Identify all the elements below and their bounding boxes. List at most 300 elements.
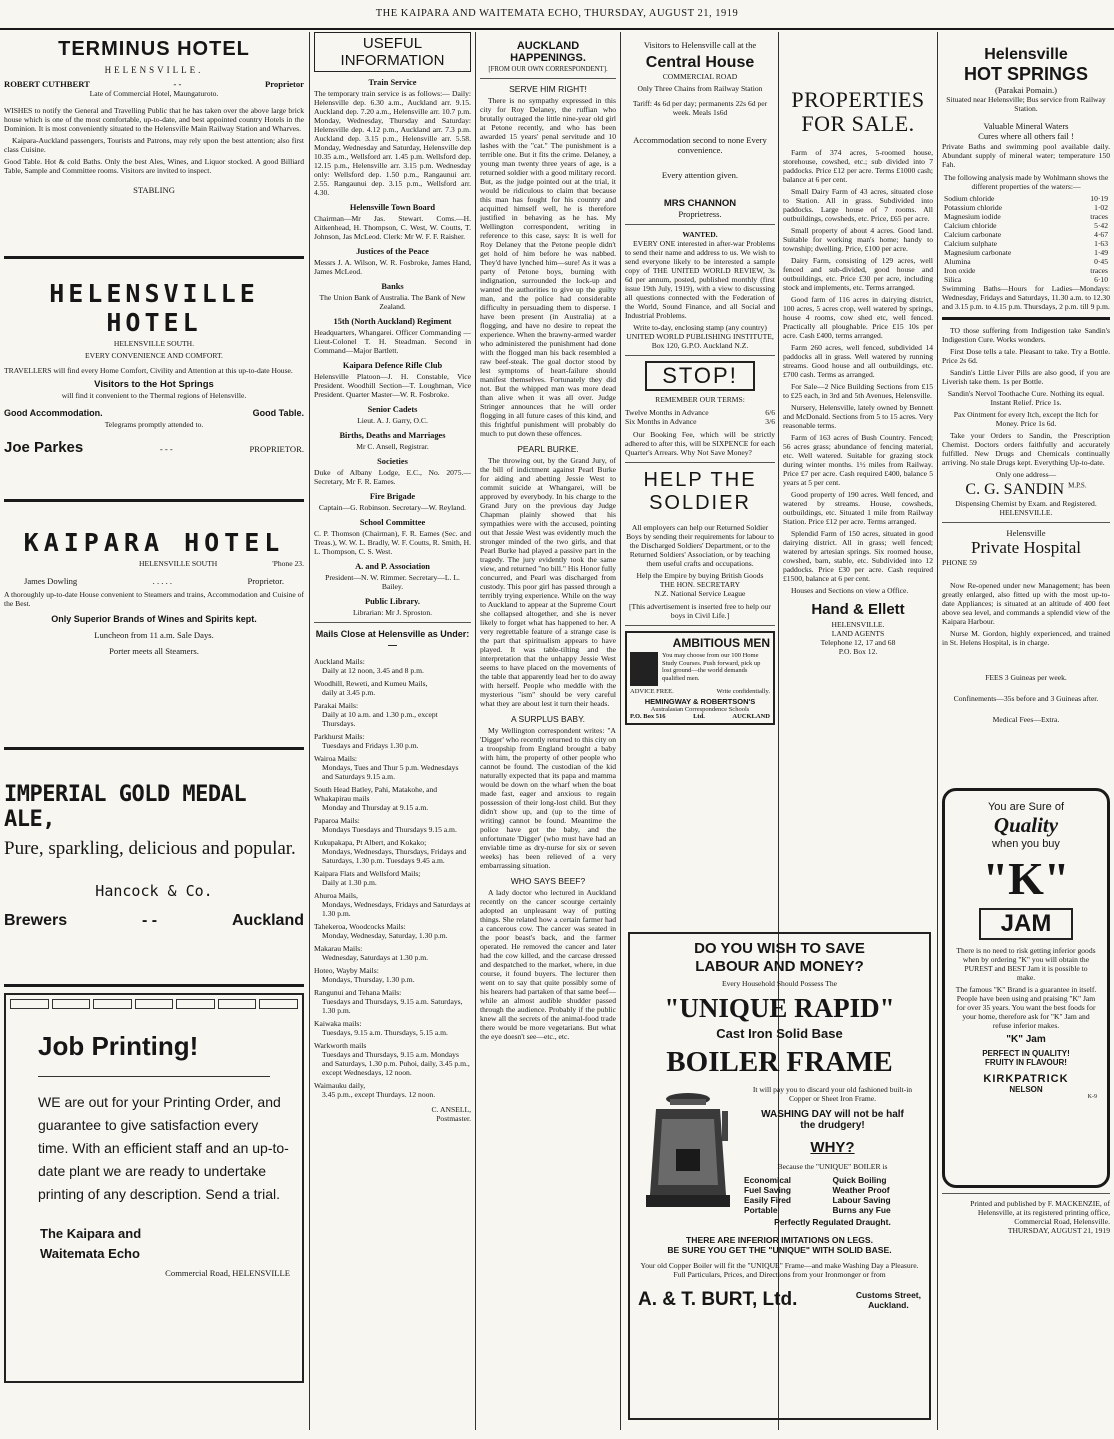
stop-remember: REMEMBER OUR TERMS:: [655, 395, 745, 405]
regiment-heading: 15th (North Auckland) Regiment: [333, 317, 452, 326]
postmaster-name: C. ANSELL,: [431, 1105, 471, 1114]
column-rule: [309, 32, 310, 1430]
jam-sure: You are Sure of: [987, 800, 1065, 813]
k-jam-ad: [942, 788, 1110, 1188]
analysis-mineral: Magnesium iodide: [944, 211, 1001, 221]
ambitious-firm: HEMINGWAY & ROBERTSON'S: [644, 697, 756, 707]
property-item: Nursery, Helensville, lately owned by Bennett and McDonald. Sections from 5 to 15 acres. Very reasonable terms.: [783, 403, 933, 430]
mail-time-3: Tuesdays and Fridays 1.30 p.m.: [322, 741, 419, 750]
boiler-question-1: DO YOU WISH TO SAVE: [694, 940, 865, 957]
analysis-mineral: Calcium chloride: [944, 220, 997, 230]
postmaster-title: Postmaster.: [436, 1114, 471, 1123]
wanted-heading: WANTED.: [682, 230, 718, 240]
jam-k: "K": [982, 852, 1070, 904]
sandin-text-3: Sandin's Little Liver Pills are also good, if you are Liverish take them. 1s per Bottle.: [942, 367, 1110, 386]
mail-route-11: Makarau Mails:: [314, 944, 363, 953]
boiler-firm: A. & T. BURT, Ltd.: [638, 1289, 798, 1310]
mail-route-3: Parkhurst Mails:: [314, 732, 365, 741]
agent-box: P.O. Box 12.: [838, 647, 878, 656]
sandin-text-5: Pax Ointment for every Itch, except the Itch for Money. Price 1s 6d.: [953, 409, 1099, 428]
mail-time-2: Daily at 10 a.m. and 1.30 p.m., except Thursdays.: [322, 710, 438, 728]
masthead-rule: [0, 28, 1114, 30]
ale-tagline: Pure, sparkling, delicious and popular.: [4, 838, 296, 859]
terminus-role: Proprietor: [265, 79, 304, 89]
mail-time-0: Daily at 12 noon, 3.45 and 8 p.m.: [322, 666, 424, 675]
mail-route-10: Tahekeroa, Woodcocks Mails:: [314, 922, 406, 931]
boiler-copper: Your old Copper Boiler will fit the "UNIQUE" Frame—and make Washing Day a Pleasure. Full Particulars, Prices, and Directions from your Ironmonger or from: [640, 1261, 919, 1279]
cadets-heading: Senior Cadets: [367, 405, 418, 414]
hospital-confinements: Confinements—35s before and 3 Guineas after.: [953, 693, 1099, 703]
helensville-hotel-visitors: Visitors to the Hot Springs: [94, 379, 214, 390]
story-3-heading: A SURPLUS BABY.: [510, 714, 586, 724]
helensville-hotel-role: PROPRIETOR.: [249, 444, 304, 454]
mail-route-16: Waimauku daily,: [314, 1081, 366, 1090]
section-rule: [942, 317, 1110, 320]
boiler-address-1: Customs Street,: [855, 1290, 921, 1300]
train-text: The temporary train service is as follows:— Daily: Helensville dep. 6.30 a.m., Auckland arr. 9.15. Auckland dep. 7.20 a.m., Helensville arr. 10.7 p.m. Monday, Wednesday, Thursday and Saturday: Helensville dep. 4.12 p.m., Auckland arr. 7.3 p.m. Auckland dep. 3.15 p.m., Helensville arr. 5.58. Monday, Wednesday and Saturday, Helensville dep 10.35 a.m., Wellsford arr. 1.45 p.m. Wellsford dep. 12.15 p.m., Helensville arr. 3.15 p.m. Wednesday only: Wellsford dep. 1.50 p.m., Rangaunui arr. 2.55. Rangaunui dep. 3.15 p.m., Wellsford arr. 4.30.: [314, 89, 471, 197]
helensville-hotel-accom-line: [4, 408, 304, 418]
boiler-why: WHY?: [810, 1139, 855, 1156]
boiler-feature: Weather Proof: [832, 1185, 890, 1195]
job-printing-name-2: Waitemata Echo: [40, 1246, 140, 1261]
boiler-because: Because the "UNIQUE" BOILER is: [777, 1162, 888, 1171]
analysis-row: [942, 257, 1110, 266]
kaipara-hotel-brands: Only Superior Brands of Wines and Spirits kept.: [51, 614, 257, 625]
stop-row-1: [625, 408, 775, 417]
kaipara-hotel-title: KAIPARA HOTEL: [23, 528, 285, 557]
mail-time-1: daily at 3.45 p.m.: [322, 688, 376, 697]
mail-route-12: Hoteo, Wayby Mails:: [314, 966, 379, 975]
column-rule: [620, 32, 621, 1430]
analysis-value: 0·45: [1094, 256, 1108, 266]
helensville-hotel-accom: Good Accommodation.: [4, 408, 103, 418]
bdm-heading: Births, Deaths and Marriages: [339, 431, 446, 440]
ambitious-box: P.O. Box 516: [630, 713, 666, 721]
agent-telephone: Telephone 12, 17 and 68: [820, 638, 896, 647]
mail-time-4: Mondays, Tues and Thur 5 p.m. Wednesdays and Saturdays 9.15 a.m.: [322, 763, 459, 781]
story-2-heading: PEARL BURKE.: [517, 444, 579, 454]
boiler-wash-2: the drudgery!: [800, 1120, 865, 1131]
stop-row-1-label: Twelve Months in Advance: [625, 408, 709, 418]
private-hospital-ad: [942, 528, 1110, 788]
mail-route-13: Rangunui and Tehana Mails:: [314, 988, 402, 997]
ambitious-city: AUCKLAND: [732, 713, 770, 721]
analysis-value: traces: [1090, 211, 1108, 221]
properties-title: PROPERTIES FOR SALE.: [791, 87, 925, 136]
ale-brewers: Brewers: [4, 912, 68, 929]
property-list: [783, 148, 933, 595]
analysis-mineral: Silica: [944, 274, 962, 284]
boiler-name: "UNIQUE RAPID": [664, 993, 895, 1023]
sandin-place: HELENSVILLE.: [999, 507, 1053, 517]
sandin-role: Dispensing Chemist by Exam. and Registered.: [955, 498, 1097, 508]
helensville-hotel-ad: [4, 265, 304, 493]
mail-time-6: Mondays Tuesdays and Thursdays 9.15 a.m.: [322, 825, 457, 834]
mail-time-12: Mondays, Thursday, 1.30 p.m.: [322, 975, 415, 984]
property-item: Small property of about 4 acres. Good land. Suitable for working man's home; handy to township; dwelling. Price, £100 per acre.: [783, 226, 933, 253]
section-rule: [4, 984, 304, 987]
column-1: [4, 32, 304, 1430]
hospital-text: Now Re-opened under new Management; has been greatly enlarged, also fitted up with the most up-to-date Appliances; is situated at an altitude of 400 feet above sea level, and commands a splendid view of the Kaipara Harbour.: [942, 580, 1110, 626]
hospital-place: Helensville: [1006, 527, 1046, 538]
mail-route-5: South Head Batley, Pahi, Matakohe, and Whakapirau mails: [314, 785, 438, 803]
ambitious-write: Write confidentially.: [716, 688, 770, 696]
gentleman-illustration: [630, 652, 658, 686]
rifle-club-text: Helensville Platoon—J. H. Constable, Vice President. Woodhill Section—T. Loughman, Vice President. Quarter Master—W. R. Fosbroke.: [314, 372, 471, 399]
terminus-place: HELENSVILLE.: [104, 65, 204, 75]
mail-route-8: Kaipara Flats and Wellsford Mails;: [314, 869, 421, 878]
property-item: For Sale—2 Nice Building Sections from £15 to £25 each, in 3rd and 5th Avenues, Helensville.: [783, 382, 933, 400]
column-rule: [475, 32, 476, 1430]
train-heading: Train Service: [368, 78, 417, 87]
column-rule: [937, 32, 938, 1430]
terminus-body-3: Good Table. Hot & cold Baths. Only the best Ales, Wines, and Liquor stocked. A good Billiard Table, Sample and Committee rooms. Visitors are invited to inspect.: [4, 157, 304, 176]
town-board-text: Chairman—Mr Jas. Stewart. Coms.—H. Aitkenhead, H. Thompson, C. West, W. Coutts, T. Johnson, Jas McLeod. Clerk: Mr W. F. F. Raisher.: [314, 214, 471, 241]
analysis-mineral: Calcium carbonate: [944, 229, 1002, 239]
mail-time-9: Mondays, Wednesdays, Fridays and Saturdays at 1.30 p.m.: [322, 900, 471, 918]
central-role: Proprietress.: [678, 208, 722, 219]
boiler-frame-title: BOILER FRAME: [666, 1046, 893, 1078]
boiler-inferior-2: BE SURE YOU GET THE "UNIQUE" WITH SOLID BASE.: [667, 1245, 892, 1255]
analysis-row: [942, 203, 1110, 212]
ambitious-text: You may choose from our 100 Home Study Courses. Push forward, pick up lost ground—the world demands qualified men.: [662, 652, 761, 682]
kaipara-hotel-role: Proprietor.: [247, 576, 284, 586]
stop-row-1-value: 6/6: [765, 408, 775, 418]
job-printing-address: Commercial Road, HELENSVILLE: [165, 1268, 290, 1278]
terminus-owner-line: [4, 79, 304, 89]
boiler-feature: Easily Fired: [744, 1195, 792, 1205]
helensville-hotel-tele: Telegrams promptly attended to.: [104, 420, 204, 429]
terminus-owner: ROBERT CUTHBERT: [4, 79, 90, 89]
town-board-heading: Helensville Town Board: [349, 203, 436, 212]
wanted-org: UNITED WORLD PUBLISHING INSTITUTE,: [626, 332, 774, 342]
jam-perfect: PERFECT IN QUALITY!: [982, 1048, 1070, 1058]
ap-association-heading: A. and P. Association: [355, 562, 430, 571]
ambitious-ltd: Ltd.: [693, 713, 705, 721]
helensville-hotel-table: Good Table.: [252, 408, 304, 418]
analysis-row: [942, 266, 1110, 275]
useful-information-title: USEFUL INFORMATION: [314, 32, 471, 72]
helensville-hotel-body: TRAVELLERS will find every Home Comfort, Civility and Attention at this up-to-date House.: [4, 366, 293, 375]
property-item: Farm of 163 acres of Bush Country. Fenced; 56 acres grass; abundance of fencing material, etc. Well watered. Suitable for grazing stock during winter months. 1½ miles from Railway. Price £7 per acre. Cash required £400, balance 5 years at 5 per cent.: [783, 433, 933, 487]
stop-title: STOP!: [645, 361, 755, 391]
regiment-text: Headquarters, Whangarei. Officer Commanding — Lieut-Colonel T. H. Steadman. Second in Command—Major Bartlett.: [314, 328, 471, 355]
mail-route-0: Auckland Mails:: [314, 657, 365, 666]
justices-heading: Justices of the Peace: [356, 247, 429, 256]
analysis-row: [942, 275, 1110, 284]
mails-heading: Mails Close at Helensville as Under:—: [315, 629, 470, 650]
sandin-mps: M.P.S.: [1068, 481, 1087, 490]
jam-text-1: There is no need to risk getting inferior goods when by ordering "K" you will obtain the PUREST and BEST Jam it is possible to make.: [956, 945, 1096, 982]
terminus-title: TERMINUS HOTEL: [58, 38, 250, 60]
job-printing-ad: [4, 993, 304, 1383]
jam-maker: KIRKPATRICK: [983, 1072, 1069, 1085]
library-heading: Public Library.: [365, 597, 420, 606]
analysis-value: 10·19: [1090, 193, 1108, 203]
boiler-pay: It will pay you to discard your old fashioned built-in Copper or Sheet Iron Frame.: [752, 1085, 913, 1103]
stop-row-2-label: Six Months in Advance: [625, 417, 697, 427]
mail-time-10: Monday, Wednesday, Saturday, 1.30 p.m.: [322, 931, 448, 940]
boiler-illustration: [638, 1085, 738, 1215]
jam-city: NELSON: [1009, 1084, 1043, 1094]
agent-role: LAND AGENTS: [831, 629, 885, 638]
imprint-date: THURSDAY, AUGUST 21, 1919: [1007, 1225, 1110, 1235]
analysis-mineral: Potassium chloride: [944, 202, 1003, 212]
column-6: [942, 32, 1110, 1430]
mail-time-16: 3.45 p.m., except Thurdays. 12 noon.: [322, 1090, 436, 1099]
jam-fruity: FRUITY IN FLAVOUR!: [985, 1057, 1067, 1067]
central-attention: Every attention given.: [661, 169, 739, 180]
story-4-heading: WHO SAYS BEEF?: [510, 876, 586, 886]
boiler-feature: Quick Boiling: [832, 1175, 887, 1185]
agent-place: HELENSVILLE.: [831, 620, 885, 629]
soldier-note: [This advertisement is inserted free to help our boys in Civil Life.]: [629, 602, 771, 621]
analysis-mineral: Iron oxide: [944, 265, 976, 275]
hospital-medical: Medical Fees—Extra.: [992, 714, 1060, 724]
helensville-hotel-owner-line: [4, 439, 304, 456]
terminus-late: Late of Commercial Hotel, Maungaturoto.: [89, 89, 219, 99]
kaipara-hotel-porter: Porter meets all Steamers.: [109, 646, 199, 657]
mail-route-6: Paparoa Mails:: [314, 816, 360, 825]
analysis-mineral: Sodium chloride: [944, 193, 995, 203]
analysis-row: [942, 221, 1110, 230]
springs-situated: Situated near Helensville; Bus service from Railway Station.: [946, 95, 1106, 114]
mails-list: [314, 657, 471, 1099]
jam-quality: Quality: [993, 812, 1059, 837]
stop-row-2: [625, 417, 775, 426]
kaipara-hotel-lunch: Luncheon from 11 a.m. Sale Days.: [94, 630, 214, 641]
springs-analysis: The following analysis made by Wohlmann shows the different properties of the waters:—: [943, 172, 1109, 191]
kaipara-hotel-dots: . . . . .: [152, 576, 173, 586]
property-item: Good farm of 116 acres in dairying district, 100 acres, 5 acres crop, well watered by springs, house 4 rooms, cow shed etc, well fenced. Practically all ploughable. Price £15 10s per acre. Cash £400, terms arranged.: [783, 295, 933, 340]
boiler-feature: Economical: [744, 1175, 792, 1185]
wanted-write: Write to-day, enclosing stamp (any country): [633, 323, 767, 333]
springs-valuable: Valuable Mineral Waters: [983, 121, 1069, 132]
jam-when: when you buy: [992, 837, 1060, 850]
mail-route-9: Ahuroa Mails,: [314, 891, 358, 900]
column-3: [480, 32, 616, 1430]
jam-mark: K-9: [1087, 1093, 1097, 1100]
kaipara-hotel-ad: [4, 508, 304, 741]
story-3-text: My Wellington correspondent writes: "A 'Digger' who recently returned to this city on a troopship from England brought a baby with him, the property of other people who cannot be found. The custodian of the kid naturally expected that its papa and mamma would be down on the wharf when the boat made fast, eager and anxious to regain possession of their long-lost child. But they didn't show up, and (up to the time of writing) cannot be found. Meantime the police have got the baby, and the unfortunate 'Digger' (who must have had an enviable time as dry-nurse for six or seven weeks) has been relieved of a very embarrassing situation.: [480, 726, 616, 870]
helensville-hotel-dash: - - -: [159, 444, 173, 454]
boiler-question-2: LABOUR AND MONEY?: [695, 958, 864, 975]
springs-title-2: HOT SPRINGS: [963, 64, 1088, 84]
analysis-value: 6·10: [1094, 274, 1108, 284]
analysis-value: 1·63: [1094, 238, 1108, 248]
societies-heading: Societies: [377, 457, 408, 466]
wanted-box: Box 120, G.P.O. Auckland N.Z.: [651, 341, 749, 351]
banks-text: The Union Bank of Australia. The Bank of New Zealand.: [319, 293, 466, 311]
mail-route-4: Wairoa Mails:: [314, 754, 358, 763]
boiler-frame-ad: [628, 932, 931, 1420]
analysis-value: 1·02: [1094, 202, 1108, 212]
terminus-hotel-ad: [4, 32, 304, 250]
soldier-league: N.Z. National Service League: [654, 589, 746, 599]
analysis-value: 5·42: [1094, 220, 1108, 230]
springs-baths: Private Baths and swimming pool available daily. Abundant supply of mineral water; temperature 150 Fah.: [942, 141, 1110, 169]
mail-time-14: Tuesdays, 9.15 a.m. Thursdays, 5.15 a.m.: [322, 1028, 448, 1037]
kaipara-hotel-phone: 'Phone 23.: [272, 559, 304, 568]
property-item: Farm 260 acres, well fenced, subdivided 14 paddocks all in grass. Well watered by running streams. Good house and all outbuildings, etc. £700 cash. Terms as arranged.: [783, 343, 933, 379]
terminus-stabling: STABLING: [133, 185, 175, 196]
kaipara-hotel-body: A thoroughly up-to-date House convenient to Steamers and trains, Accommodation and Cuisine of the Best.: [4, 590, 304, 609]
springs-sub: (Parakai Pomain.): [994, 85, 1058, 95]
job-printing-body: WE are out for your Printing Order, and guarantee to give satisfaction every time. With an efficient staff and an up-to-date plant we are ready to undertake printing of any description. Send a trial.: [38, 1094, 289, 1202]
section-rule: [4, 747, 304, 750]
soldier-text: All employers can help our Returned Soldier Boys by sending their requirements for labour to the Discharged Soldiers' Department, or to the Returned Soldiers' Association, or by teaching them useful crafts and occupations.: [626, 523, 774, 569]
ap-association-text: President—N. W. Rimmer. Secretary—L. L. Bailey.: [325, 573, 460, 591]
boiler-wash-1: WASHING DAY will not be half: [761, 1109, 904, 1120]
property-item: Splendid Farm of 150 acres, situated in good dairying district. All in grass; well fenced; watered by artesian springs. Six roomed house, cowshed, barn, stable, etc. Subdivided into 12 paddocks. Price £30 per acre. Cash required £1500, balance at 6 per cent.: [783, 529, 933, 583]
analysis-mineral: Calcium sulphate: [944, 238, 997, 248]
gold-medal-ale-ad: [4, 756, 304, 978]
kaipara-hotel-owner-line: [4, 576, 304, 586]
imprint-text: Printed and published by F. MACKENZIE, of Helensville, at its registered printing office, Commercial Road, Helensville.: [970, 1198, 1110, 1226]
cadets-text: Lieut. A. J. Garry, O.C.: [357, 416, 428, 425]
analysis-value: 1·49: [1094, 247, 1108, 257]
story-1-text: There is no sympathy expressed in this city for Roy Delaney, the ruffian who brutally outraged the little nine-year old girl at Petone recently, and who has been awarded 15 years' penal servitude and 10 lashes with the "cat." The punishment is a terrible one. But it fits the crime. Delaney, a young man twenty three years of age, is a returned soldier with a good military record. But, as the judge pointed out at the trial, it would be ridiculous to claim that because this man has fought for his country and acquitted himself well, he is therefore justified in behaving as he has. My Wellington correspondent, writing in reference to this case, says: It is well for Roy Delaney that the Petone people didn't get hold of him before he was nabbed. They'd have lynched him—sure! As it was a party of Petone boys, burning with indignation, surrounded the lock-up and wanted the authorities to give up the guilty man, and the police had considerable difficulty in persuading them to disperse. I have been present (in Australia) at a flogging, and have no desire to repeat the experience. When the brawny-armed warder who administered the punishment had done with the flogged man his back resembled a raw beef-steak. The goal doctor stood by lest symptoms of heart-failure should manifest themselves. Fortunately they did not. But the whipped man was more dead than alive when it was all over. Judge Stringer announces that he will order flogging in all future cases of this kind, and this frightful punishment will probably do much to put down these offences.: [480, 96, 616, 438]
ambitious-firm-2: Australasian Correspondence Schools: [650, 706, 750, 714]
section-rule: [4, 499, 304, 502]
job-printing-title: Job Printing!: [38, 1031, 199, 1061]
central-title: Central House: [645, 54, 755, 72]
justices-text: Messrs J. A. Wilson, W. R. Fosbroke, James Hand, James McLeod.: [314, 258, 471, 276]
property-item: Dairy Farm, consisting of 129 acres, well fenced and sub-divided, good house and outbuildings, etc. Price £30 per acre, including stock and implements, etc. Terms arranged.: [783, 256, 933, 292]
boiler-feature: Portable: [744, 1205, 778, 1215]
rifle-club-heading: Kaipara Defence Rifle Club: [342, 361, 443, 370]
school-committee-text: C. P. Thomson (Chairman), F. R. Eames (Sec. and Treas.), W. W. L. Bradly, W. F. Coutts, R. Smith, H. L. Thompson, C. S. West.: [314, 529, 471, 556]
ale-brewers-line: [4, 912, 304, 930]
hospital-fees: FEES 3 Guineas per week.: [985, 672, 1067, 682]
ale-dash: - -: [142, 912, 158, 929]
hot-springs-ad: [942, 46, 1110, 311]
column-4: [625, 32, 775, 922]
sandin-text-4: Sandin's Nervol Toothache Cure. Nothing its equal. Instant Relief. Price 1s.: [947, 388, 1105, 407]
fire-brigade-heading: Fire Brigade: [369, 492, 416, 501]
property-item: Farm of 374 acres, 5-roomed house, storehouse, cowshed, etc.; sub divided into 7 paddocks. Price £12 per acre. Terms £1000 cash; balance at 6 per cent.: [783, 148, 933, 184]
central-house-ad: [625, 40, 775, 219]
sandin-chemist-ad: [942, 326, 1110, 517]
helensville-hotel-springs: will find it convenient to the Thermal regions of Helensville.: [61, 391, 247, 400]
analysis-row: [942, 248, 1110, 257]
jam-k-jam: "K" Jam: [1006, 1033, 1046, 1045]
banks-heading: Banks: [381, 282, 404, 291]
help-the-soldier-ad: [625, 469, 775, 620]
school-committee-heading: School Committee: [359, 518, 426, 527]
boiler-cast: Cast Iron Solid Base: [716, 1026, 843, 1041]
analysis-mineral: Magnesium carbonate: [944, 247, 1012, 257]
ale-title: IMPERIAL GOLD MEDAL ALE,: [4, 782, 247, 832]
mail-time-8: Daily at 1.30 p.m.: [322, 878, 377, 887]
hospital-phone: PHONE 59: [942, 557, 977, 567]
soldier-empire: Help the Empire by buying British Goods: [636, 571, 764, 581]
boiler-feature: Burns any Fue: [832, 1205, 891, 1215]
wanted-text: EVERY ONE interested in after-war Problems to send their name and address to us. We wish to send everyone likely to be interested a sample copy of THE UNITED WORLD REVIEW, 3s 6d per annum, posted, published monthly (first issue 19th July, 1919), with a view to discussing all questions connected with the Federation of the World, Sound Finance, and all Social and Industrial Problems.: [625, 239, 775, 321]
property-item: Good property of 190 acres. Well fenced, and watered by streams. House, cowsheds, outbuildings, etc. Situated 1 mile from Railway Station. Price £12 per acre. Terms arranged.: [783, 490, 933, 526]
ambitious-men-ad: [625, 631, 775, 725]
societies-text: Duke of Albany Lodge, E.C., No. 2075.—Secretary, Mr F. R. Eames.: [314, 468, 471, 486]
springs-hours: Swimming Baths—Hours for Ladies—Mondays: Wednesday, Fridays and Saturdays, 11.30 a.m. to 12.30 and 3.15 p.m. to 4.15 p.m. Thursdays, 2 p.m. till 9 p.m.: [942, 283, 1110, 311]
mail-route-14: Kaiwaka mails:: [314, 1019, 362, 1028]
story-2-text: The throwing out, by the Grand Jury, of the bill of indictment against Pearl Burke for aiding and abetting Jessie West to commit suicide at Whangarei, will be approved by everybody. In his charge to the Grand Jury on the previous day Judge Chapman plainly showed that his sympathies were with the accused, pointing out that Jessie West was evidently much the stronger minded of the two girls, and that Pearl Burke had played a passive part in the tragedy. The jury evidently took the same view, and returned "no bill." His Honor fully concurred, and Pearl was discharged from custody. This poor girl has passed through a terribly trying experience. While on the way to Auckland to appear at the Supreme Court she collapsed altogether, and she is never likely to forget what has happened to her. A very regrettable feature of a strange case is the part that spiritualism appears to have played. It was table-tilting and the interpretation that the unhappy Jessie West seems to have placed on the movements of the table that apparently lead her to do away with herself. People who meddle with the mysterious "ism" should be very careful what they are about lest it turn their heads.: [480, 456, 616, 708]
boiler-features: [744, 1175, 921, 1215]
central-owner: MRS CHANNON: [663, 197, 737, 209]
analysis-row: [942, 212, 1110, 221]
column-2: [314, 32, 471, 1430]
kaipara-hotel-place-line: [4, 559, 304, 568]
helensville-hotel-place: HELENSVILLE SOUTH.: [113, 339, 195, 348]
fire-brigade-text: Captain—G. Robinson. Secretary—W. Reyland.: [318, 503, 467, 512]
ale-city: Auckland: [231, 912, 304, 929]
mail-time-5: Monday and Thursday at 9.15 a.m.: [322, 803, 429, 812]
boiler-inferior-1: THERE ARE INFERIOR IMITATIONS ON LEGS.: [686, 1235, 873, 1245]
mail-time-13: Tuesdays and Thursdays, 9.15 a.m. Saturdays, 1.30 p.m.: [322, 997, 463, 1015]
soldier-title: HELP THE SOLDIER: [643, 469, 757, 515]
library-text: Librarian: Mr J. Sproston.: [352, 608, 433, 617]
stop-row-2-value: 3/6: [765, 417, 775, 427]
terminus-dash: - -: [173, 79, 182, 89]
story-4-text: A lady doctor who lectured in Auckland recently on the cancer scourge certainly adopted an unpleasant way of putting things. She related how a certain farmer had a cancerous cow. The cancer was seated in the poor beast's back, and the farmer operated. He removed the cancer and later had the cow killed, and the carcase dressed and despatched to the market, where, in due course, it found buyers. The lecturer then went on to say that quite possibly some of his hearers had partaken of that same beef—while an almost audible shudder passed through the audience. Probably if the public knew all the secrets of the animal-food trade there would be more vegetarians. But what the eye doesn't see—etc., etc.: [480, 888, 616, 1041]
section-rule: [4, 256, 304, 259]
ambitious-title: AMBITIOUS MEN: [672, 636, 770, 651]
sandin-name: C. G. SANDIN: [965, 480, 1065, 498]
stop-text: Our Booking Fee, which will be strictly adhered to after this, will be SIXPENCE for each Quarter's Arrears. Why Not Save Money?: [625, 430, 775, 458]
terminus-body-1: WISHES to notify the General and Travelling Public that he has taken over the above large brick house which is one of the most comfortable, up-to-date, and best appointed country Hotels in the Dominion. It is most conveniently situated to the Helensville Main Railway Station and Wharves.: [4, 106, 304, 134]
mail-route-15: Warkworth mails: [314, 1041, 367, 1050]
springs-analysis-table: [942, 194, 1110, 284]
mail-route-7: Kukupakapa, Pt Albert, and Kokako;: [314, 838, 427, 847]
story-1-heading: SERVE HIM RIGHT!: [509, 84, 587, 94]
analysis-row: [942, 239, 1110, 248]
sandin-text-6: Take your Orders to Sandin, the Prescription Chemist. Doctors orders faithfully and accurately fulfilled. New Drugs and Chemicals continually arriving. No stale Drugs kept. Everything Up-to-date.: [942, 430, 1110, 467]
ale-maker: Hancock & Co.: [95, 882, 213, 900]
helensville-hotel-tag: EVERY CONVENIENCE AND COMFORT.: [85, 351, 223, 360]
springs-title-1: Helensville: [984, 46, 1068, 63]
property-item: Houses and Sections on view a Office.: [791, 586, 909, 595]
springs-cures: Cures where all others fail !: [978, 131, 1074, 142]
soldier-secretary: THE HON. SECRETARY: [659, 580, 741, 590]
kaipara-hotel-owner: James Dowling: [24, 576, 78, 586]
sandin-only: Only one address—: [995, 469, 1057, 479]
boiler-feature: Labour Saving: [832, 1195, 891, 1205]
analysis-row: [942, 230, 1110, 239]
boiler-feature: Fuel Saving: [744, 1185, 792, 1195]
agent-name: Hand & Ellett: [811, 601, 905, 618]
mail-time-7: Mondays, Wednesdays, Thursdays, Fridays and Saturdays, 1.30 p.m. Tuesdays 9.45 a.m.: [322, 847, 467, 865]
masthead: THE KAIPARA AND WAITEMATA ECHO, THURSDAY, AUGUST 21, 1919: [375, 8, 739, 19]
ornament-border: [10, 999, 298, 1009]
analysis-value: 4·67: [1094, 229, 1108, 239]
ambitious-free: ADVICE FREE.: [630, 688, 674, 696]
helensville-hotel-owner: Joe Parkes: [4, 439, 84, 456]
bdm-text: Mr C. Ansell, Registrar.: [356, 442, 429, 451]
wanted-ad: [625, 230, 775, 350]
sandin-text-1: TO those suffering from Indigestion take Sandin's Indigestion Cure. Works wonders.: [942, 325, 1110, 344]
central-near: Only Three Chains from Railway Station: [637, 84, 763, 94]
mail-route-1: Woodhill, Reweti, and Kumeu Mails,: [314, 679, 428, 688]
mail-time-15: Tuesdays and Thursdays, 9.15 a.m. Mondays and Saturdays, 1.30 p.m. Puhoi, daily, 3.45 p.m., except Wednesdays, 12 noon.: [322, 1050, 470, 1077]
central-address: COMMERCIAL ROAD: [662, 72, 738, 82]
analysis-mineral: Alumina: [944, 256, 971, 266]
happenings-correspondent: [FROM OUR OWN CORRESPONDENT].: [488, 66, 608, 73]
kaipara-hotel-place: HELENSVILLE SOUTH: [139, 559, 218, 568]
boiler-address-2: Auckland.: [868, 1300, 909, 1310]
boiler-perfect: Perfectly Regulated Draught.: [774, 1217, 891, 1227]
property-item: Small Dairy Farm of 43 acres, situated close to Station. All in grass. Subdivided into paddocks. Large house of 7 rooms. All outbuildings, cowsheds, etc. Price, £65 per acre.: [783, 187, 933, 223]
jam-text-2: The famous "K" Brand is a guarantee in itself. People have been using and praising "K" Jam for over 35 years. You want the best foods for your home, therefore ask for "K" Jam and refuse inferior makes.: [955, 984, 1097, 1030]
column-5: [783, 32, 933, 922]
